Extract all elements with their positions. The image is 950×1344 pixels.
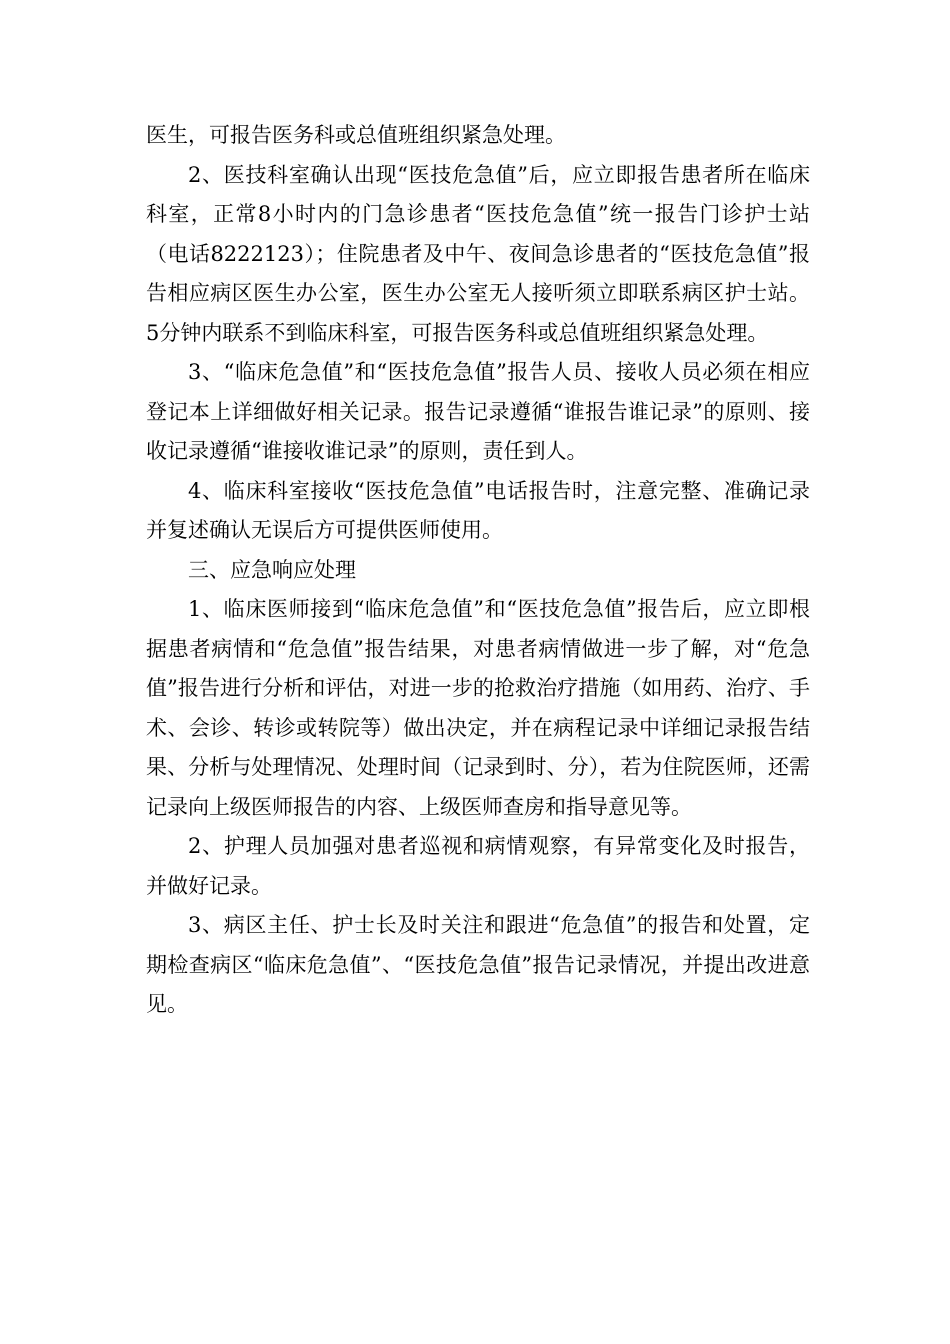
section-heading: 三、应急响应处理 bbox=[188, 557, 356, 582]
paragraph-response-3: 3、病区主任、护士长及时关注和跟进“危急值”的报告和处置，定期检查病区“临床危急值”、“医技危急值”报告记录情况，并提出改进意见。 bbox=[146, 913, 810, 1016]
paragraph-item-3: 3、“临床危急值”和“医技危急值”报告人员、接收人员必须在相应登记本上详细做好相关记录。报告记录遵循“谁报告谁记录”的原则、接收记录遵循“谁接收谁记录”的原则，责任到人。 bbox=[146, 360, 810, 463]
paragraph-response-2: 2、护理人员加强对患者巡视和病情观察，有异常变化及时报告，并做好记录。 bbox=[146, 834, 810, 898]
paragraph-continuation: 医生，可报告医务科或总值班组织紧急处理。 bbox=[146, 123, 566, 147]
paragraph-item-4: 4、临床科室接收“医技危急值”电话报告时，注意完整、准确记录并复述确认无误后方可提供医师使用。 bbox=[146, 478, 810, 542]
paragraph-response-1: 1、临床医师接到“临床危急值”和“医技危急值”报告后，应立即根据患者病情和“危急值”报告结果，对患者病情做进一步了解，对“危急值”报告进行分析和评估，对进一步的抢救治疗措施（如用药、治疗、手术、会诊、转诊或转院等）做出决定，并在病程记录中详细记录报告结果、分析与处理情况、处理时间（记录到时、分），若为住院医师，还需记录向上级医师报告的内容、上级医师查房和指导意见等。 bbox=[146, 597, 810, 819]
document-page bbox=[146, 116, 810, 1025]
paragraph-item-2: 2、医技科室确认出现“医技危急值”后，应立即报告患者所在临床科室，正常8小时内的门急诊患者“医技危急值”统一报告门诊护士站（电话8222123）；住院患者及中午、夜间急诊患者的“医技危急值”报告相应病区医生办公室，医生办公室无人接听须立即联系病区护士站。5分钟内联系不到临床科室，可报告医务科或总值班组织紧急处理。 bbox=[146, 162, 810, 345]
